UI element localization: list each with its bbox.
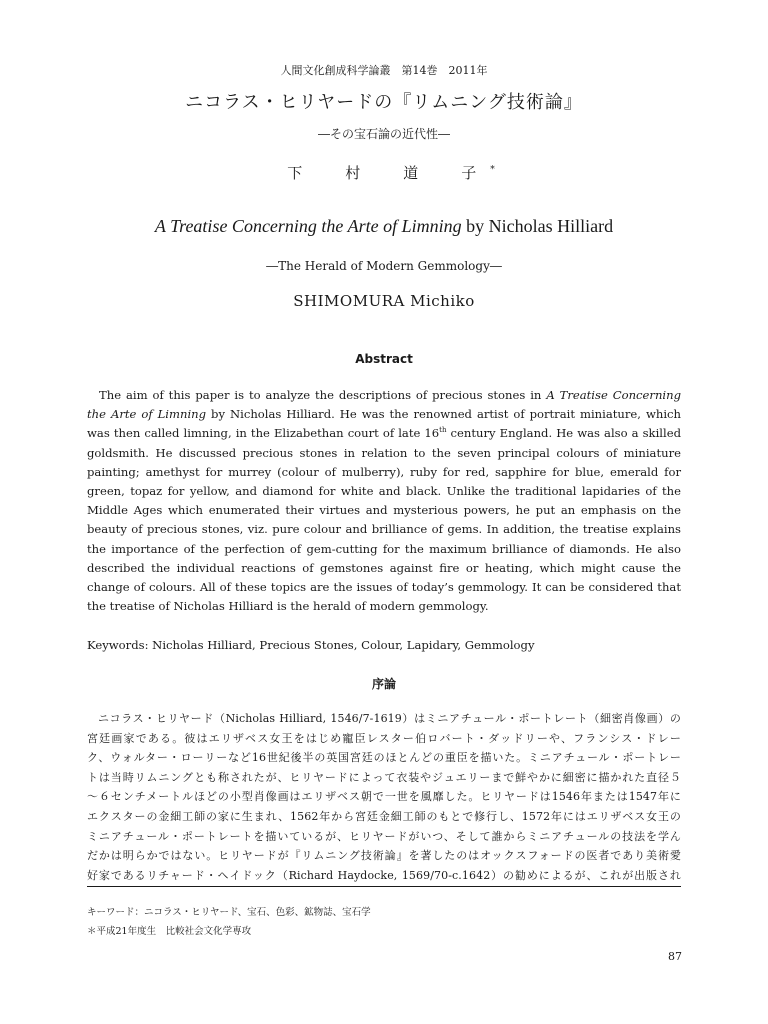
journal-series-line: 人間文化創成科学論叢 第14巻 2011年 bbox=[280, 64, 488, 77]
english-title bbox=[0, 216, 768, 237]
abstract-text-part1: The aim of this paper is to analyze the descriptions of precious stones in bbox=[99, 388, 547, 402]
page-number: 87 bbox=[668, 950, 682, 963]
japanese-subtitle: ―その宝石論の近代性― bbox=[317, 127, 450, 141]
abstract-body bbox=[87, 386, 681, 616]
japanese-author bbox=[0, 162, 768, 183]
intro-line: エクスターの金細工師の家に生まれ、1562年から宮廷金細工師のもとで修行し、1572年にはエリザベス女王の bbox=[87, 809, 681, 823]
footnote-affiliation: ＊平成21年度生 比較社会文化学専攻 bbox=[87, 926, 252, 937]
abstract-text-part2: by Nicholas Hilliard. He was the renowned artist of portrait miniature, which was then called limning, in the Elizabethan court of late 16 bbox=[87, 407, 682, 441]
intro-line: だかは明らかではない。ヒリヤードが『リムニング技術論』を著したのはオックスフォードの医者であり美術愛 bbox=[87, 849, 681, 863]
section-heading-introduction: 序論 bbox=[371, 677, 396, 691]
intro-line: 好家であるリチャード・ヘイドック（Richard Haydocke, 1569/70-c.1642）の勧めによるが、これが出版され bbox=[87, 868, 681, 882]
intro-line: ニコラス・ヒリヤード（Nicholas Hilliard, 1546/7-1619）はミニアチュール・ポートレート（細密肖像画）の bbox=[98, 712, 681, 725]
intro-line: ク、ウォルター・ローリーなど16世紀後半の英国宮廷のほとんどの重臣を描いた。ミニアチュール・ポートレー bbox=[87, 751, 681, 765]
keywords-line: Keywords: Nicholas Hilliard, Precious Stones, Colour, Lapidary, Gemmology bbox=[87, 638, 535, 652]
intro-line: ～６センチメートルほどの小型肖像画はエリザベス朝で一世を風靡した。ヒリヤードは1546年または1547年に bbox=[87, 790, 681, 804]
english-title-italic: A Treatise Concerning the Arte of Limning bbox=[154, 216, 462, 236]
footnote-keywords: キーワード：ニコラス・ヒリヤード、宝石、色彩、鉱物誌、宝石学 bbox=[87, 907, 371, 918]
abstract-ordinal-suffix: th bbox=[439, 426, 447, 435]
japanese-author-name: 下 村 道 子 bbox=[287, 164, 491, 182]
abstract-text-part3: century England. He was also a skilled goldsmith. He discussed precious stones in relation to the seven principal colours of miniature painting; amethyst for murrey (colour of mulberry), ruby for red, sapphire for blue, emerald for green, topaz for yellow, and diamond for white and black. Unlike the traditional lapidaries of the Middle Ages which enumerated their virtues and mysterious powers, he put an emphasis on the beauty of precious stones, viz. pure colour and brilliance of gems. In addition, the treatise explains the importance of the perfection of gem-cutting for the maximum brilliance of diamonds. He also described the individual reactions of gemstones against fire or heating, which might cause the change of colours. All of these topics are the issues of today’s gemmology. It can be considered that the treatise of Nicholas Hilliard is the herald of modern gemmology. bbox=[87, 426, 681, 614]
japanese-title: ニコラス・ヒリヤードの『リムニング技術論』 bbox=[185, 92, 583, 113]
intro-line: ミニアチュール・ポートレートを描いているが、ヒリヤードがいつ、そして誰からミニアチュールの技法を学ん bbox=[87, 829, 681, 843]
intro-line: トは当時リムニングとも称されたが、ヒリヤードによって衣装やジュエリーまで鮮やかに細密に描かれた直径５ bbox=[87, 770, 681, 784]
footnote-divider bbox=[87, 886, 681, 887]
abstract-text-italic-title: A Treatise Concerning the Arte of Limning bbox=[87, 388, 682, 422]
english-author: SHIMOMURA Michiko bbox=[293, 292, 475, 310]
english-title-rest: by Nicholas Hilliard bbox=[461, 216, 614, 236]
abstract-heading: Abstract bbox=[355, 352, 413, 366]
introduction-body bbox=[87, 709, 681, 885]
intro-line: 宮廷画家である。彼はエリザベス女王をはじめ寵臣レスター伯ロバート・ダッドリーや、フランシス・ドレー bbox=[87, 731, 681, 745]
author-footnote-mark: * bbox=[490, 165, 495, 175]
english-subtitle: ―The Herald of Modern Gemmology― bbox=[266, 259, 502, 273]
